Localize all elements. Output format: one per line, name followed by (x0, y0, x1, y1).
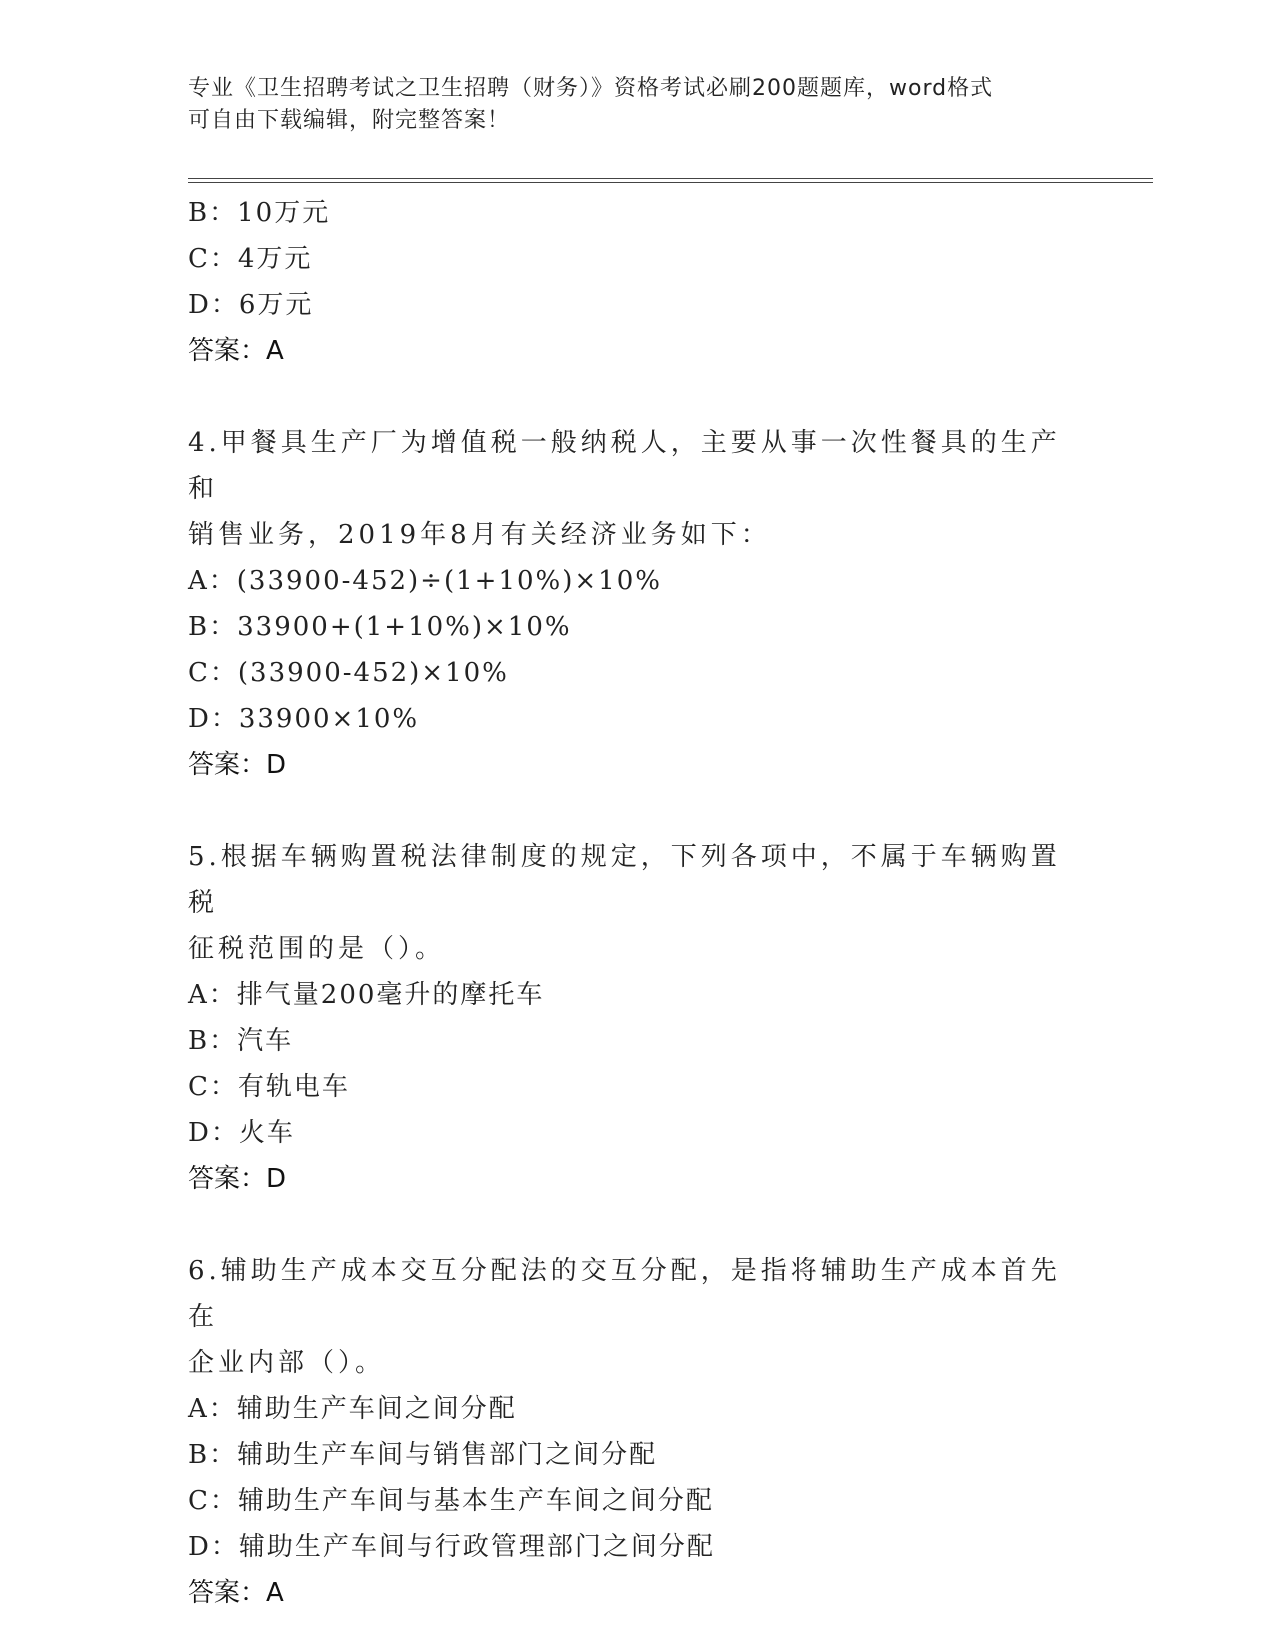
option-a: A：辅助生产车间之间分配 (188, 1394, 517, 1424)
question-5 (188, 834, 1088, 1202)
spacer (188, 788, 1088, 834)
document-header (188, 73, 1068, 137)
option-b: B：汽车 (188, 1026, 294, 1056)
question-4 (188, 420, 1088, 788)
answer: 答案：A (188, 336, 284, 366)
spacer (188, 374, 1088, 420)
answer: 答案：A (188, 1578, 284, 1608)
header-rule-top (188, 178, 1153, 179)
document-body (188, 190, 1088, 1616)
answer: 答案：D (188, 750, 287, 780)
option-b: B：10万元 (188, 198, 331, 228)
option-d: D：6万元 (188, 290, 314, 320)
option-d: D：33900×10% (188, 704, 420, 734)
option-b: B：辅助生产车间与销售部门之间分配 (188, 1440, 658, 1470)
question-text-line-2: 销售业务，2019年8月有关经济业务如下： (188, 520, 771, 550)
option-d: D：火车 (188, 1118, 295, 1148)
question-text-line-1: 5.根据车辆购置税法律制度的规定，下列各项中，不属于车辆购置税 (188, 842, 1061, 918)
header-line-2: 可自由下载编辑，附完整答案！ (188, 108, 511, 133)
option-d: D：辅助生产车间与行政管理部门之间分配 (188, 1532, 715, 1562)
question-text-line-2: 企业内部（）。 (188, 1348, 386, 1378)
option-c: C：有轨电车 (188, 1072, 350, 1102)
header-rule-bottom (188, 182, 1153, 183)
question-6 (188, 1248, 1088, 1616)
question-text-line-1: 6.辅助生产成本交互分配法的交互分配，是指将辅助生产成本首先在 (188, 1256, 1061, 1332)
question-text-line-1: 4.甲餐具生产厂为增值税一般纳税人，主要从事一次性餐具的生产和 (188, 428, 1061, 504)
header-line-1: 专业《卫生招聘考试之卫生招聘（财务）》资格考试必刷200题题库，word格式 (188, 76, 994, 101)
option-a: A：(33900-452)÷(1+10%)×10% (188, 566, 662, 596)
answer: 答案：D (188, 1164, 287, 1194)
question-text-line-2: 征税范围的是（）。 (188, 934, 446, 964)
option-c: C：辅助生产车间与基本生产车间之间分配 (188, 1486, 714, 1516)
option-c: C：4万元 (188, 244, 313, 274)
spacer (188, 1202, 1088, 1248)
option-a: A：排气量200毫升的摩托车 (188, 980, 545, 1010)
question-3 (188, 190, 1088, 374)
option-b: B：33900+(1+10%)×10% (188, 612, 572, 642)
option-c: C：(33900-452)×10% (188, 658, 509, 688)
